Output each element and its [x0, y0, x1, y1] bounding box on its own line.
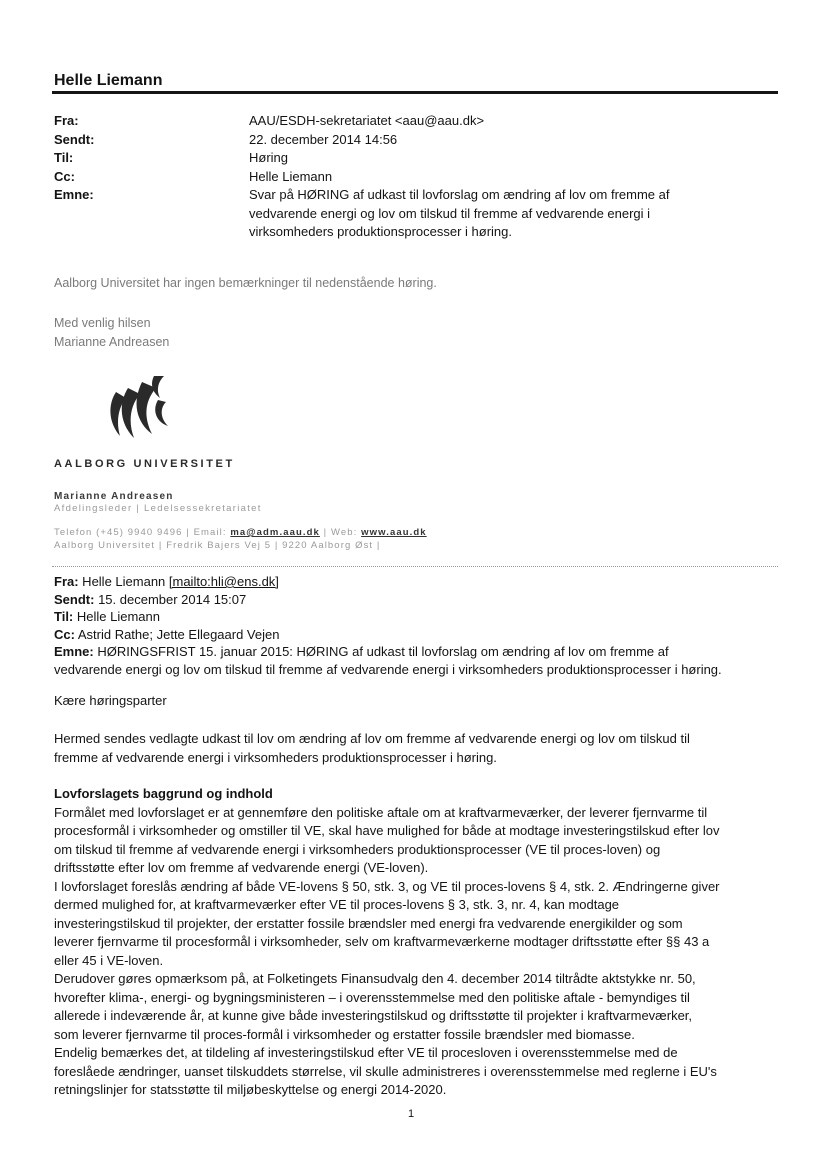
fwd-cc-label: Cc: — [54, 626, 75, 642]
signer-name: Marianne Andreasen — [54, 334, 170, 349]
header-cc: Helle Liemann — [249, 168, 333, 184]
intro-line: fremme af vedvarende energi i virksomheders produktionsprocesser i høring. — [54, 749, 497, 765]
fwd-cc-value: Astrid Rathe; Jette Ellegaard Vejen — [74, 626, 280, 642]
forward-separator — [52, 566, 778, 567]
section-line: procesformål i virksomheder og omstiller til VE, skal have mulighed for både at modtage investeringstilskud efter lov — [54, 823, 720, 838]
header-from: AAU/ESDH-sekretariatet <aau@aau.dk> — [249, 113, 485, 128]
label-cc: Cc: — [54, 168, 75, 184]
page-number: 1 — [408, 1108, 415, 1120]
closing: Med venlig hilsen — [54, 316, 151, 330]
fwd-subject-label: Emne: — [54, 644, 94, 659]
header-subject — [249, 186, 769, 242]
fwd-from — [54, 573, 774, 591]
forwarded-header — [54, 573, 774, 678]
web-label: | Web: — [319, 527, 362, 538]
web-link[interactable]: www.aau.dk — [361, 527, 427, 538]
fwd-sent-label: Sendt: — [54, 591, 95, 607]
section-line: driftsstøtte efter lov om fremme af vedvarende energi (VE-loven). — [54, 860, 429, 875]
fwd-subject-cont: vedvarende energi og lov om tilskud til fremme af vedvarende energi i virksomheders produktionsprocesser i høring. — [54, 661, 722, 677]
section-line: om tilskud til fremme af vedvarende energi i virksomheders produktionsprocesser (VE til proces-loven) og — [54, 841, 661, 857]
fwd-to — [54, 608, 774, 626]
card-contact — [54, 526, 427, 552]
header-rule — [52, 91, 778, 94]
section-line: som leverer fjernvarme til proces-formål i virksomheder og erstatter fossile brændsler med biomasse. — [54, 1026, 635, 1042]
section-line: foreslåede ændringer, uanset tilskuddets størrelse, vil skulle administreres i overensstemmelse med reglerne i EU's — [54, 1063, 717, 1079]
subject-line: virksomheders produktionsprocesser i høring. — [249, 224, 512, 239]
section-line: eller 45 i VE-loven. — [54, 952, 164, 968]
intro-paragraph — [54, 730, 780, 767]
card-title: Afdelingsleder | Ledelsessekretariatet — [54, 503, 262, 514]
section-line: allerede i indeværende år, at kunne give både investeringstilskud og driftsstøtte til projekter i kraftvarmeværker, — [54, 1008, 693, 1023]
section-line: dermed mulighed for, at kraftvarmeværker efter VE til proces-lovens § 3, stk. 3, nr. 4, kan modtage — [54, 897, 620, 912]
section-line: Formålet med lovforslaget er at gennemføre den politiske aftale om at kraftvarmeværker, der leverer fjernvarme til — [54, 804, 708, 820]
aau-logo-icon — [102, 370, 178, 446]
label-from: Fra: — [54, 113, 79, 128]
contact-line — [54, 526, 427, 539]
card-name: Marianne Andreasen — [54, 491, 174, 502]
address-line: Aalborg Universitet | Fredrik Bajers Vej 5 | 9220 Aalborg Øst | — [54, 540, 381, 551]
reply-text: Aalborg Universitet har ingen bemærkninger til nedenstående høring. — [54, 276, 437, 290]
header-values — [249, 112, 769, 242]
header-labels — [54, 112, 94, 205]
intro-line: Hermed sendes vedlagte udkast til lov om ændring af lov om fremme af vedvarende energi og lov om tilskud til — [54, 731, 690, 746]
fwd-to-label: Til: — [54, 609, 74, 624]
fwd-subject — [54, 643, 774, 661]
fwd-from-label: Fra: — [54, 574, 79, 589]
section-line: Derudover gøres opmærksom på, at Folketingets Finansudvalg den 4. december 2014 tiltrådte aktstykke nr. 50, — [54, 971, 696, 986]
fwd-cc — [54, 626, 774, 644]
section-line: hvorefter klima-, energi- og bygningsministeren – i overensstemmelse med den politiske aftale - bemyndiges til — [54, 989, 690, 1005]
fwd-mailto-link[interactable]: [mailto:hli@ens.dk] — [168, 574, 279, 589]
subject-line: vedvarende energi og lov om tilskud til fremme af vedvarende energi i — [249, 205, 651, 221]
reply-signature — [54, 314, 169, 351]
section-line: I lovforslaget foreslås ændring af både VE-lovens § 50, stk. 3, og VE til proces-lovens § 4, stk. 2. Ændringerne giver — [54, 878, 720, 894]
document-author: Helle Liemann — [54, 72, 163, 89]
header-sent: 22. december 2014 14:56 — [249, 131, 398, 147]
section-line: investeringstilskud til projekter, der erstatter fossile brændsler med energi fra vedvarende energikilder og som — [54, 915, 683, 931]
background-section — [54, 785, 780, 1100]
fwd-sent-value: 15. december 2014 15:07 — [94, 591, 247, 607]
university-name: AALBORG UNIVERSITET — [54, 458, 235, 470]
salutation: Kære høringsparter — [54, 693, 167, 708]
fwd-from-value: Helle Liemann — [78, 574, 169, 589]
label-to: Til: — [54, 150, 74, 165]
label-sent: Sendt: — [54, 131, 95, 147]
subject-line: Svar på HØRING af udkast til lovforslag om ændring af lov om fremme af — [249, 187, 670, 202]
email-link[interactable]: ma@adm.aau.dk — [230, 527, 320, 538]
header-to: Høring — [249, 150, 289, 165]
fwd-sent — [54, 591, 774, 609]
label-subject: Emne: — [54, 187, 94, 202]
section-line: retningslinjer for statsstøtte til miljøbeskyttelse og energi 2014-2020. — [54, 1082, 447, 1097]
fwd-subject-value: HØRINGSFRIST 15. januar 2015: HØRING af udkast til lovforslag om ændring af lov om fremme af — [93, 644, 669, 659]
section-line: Endelig bemærkes det, at tildeling af investeringstilskud efter VE til procesloven i overensstemmelse med de — [54, 1045, 678, 1060]
section-title: Lovforslagets baggrund og indhold — [54, 786, 273, 801]
section-line: leverer fjernvarme til procesformål i virksomheder, selv om kraftvarmeværkerne modtager driftsstøtte efter §§ 43 a — [54, 934, 710, 949]
phone-label: Telefon (+45) 9940 9496 | Email: — [54, 527, 231, 538]
fwd-to-value: Helle Liemann — [73, 609, 160, 624]
